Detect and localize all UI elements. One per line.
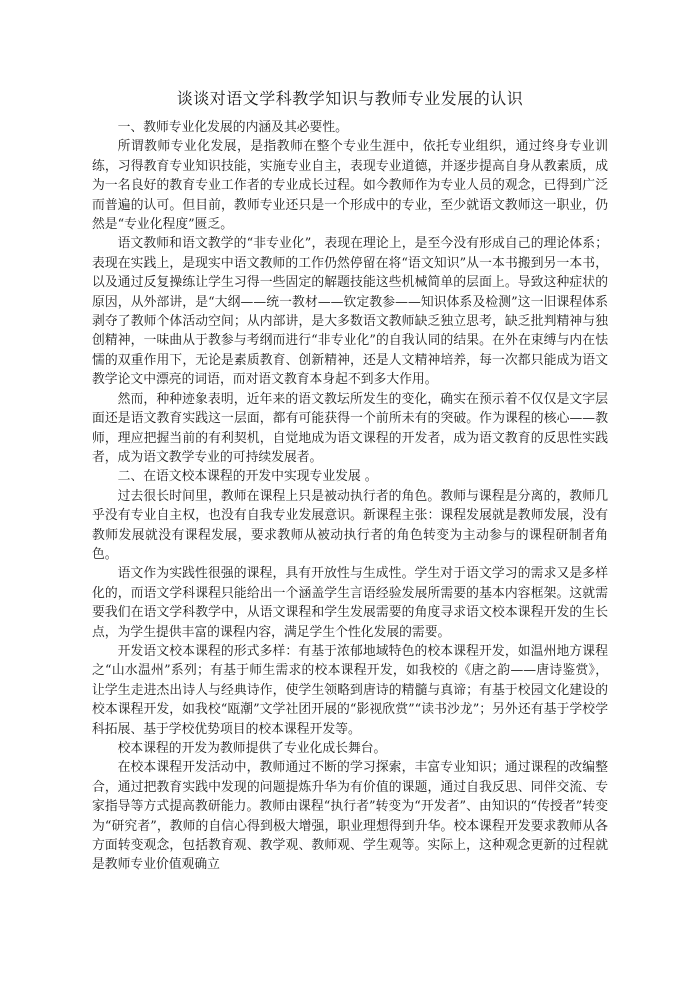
section-heading-1: 一、教师专业化发展的内涵及其必要性。 [117,120,348,135]
body-paragraph: 所谓教师专业化发展，是指教师在整个专业生涯中，依托专业组织，通过终身专业训练，习得教育专业知识技能，实施专业自主，表现专业道德，并逐步提高自身从教素质，成为一名良好的教育专业工作者的专业成长过程。如今教师作为专业人员的观念，已得到广泛而普遍的认可。但目前，教师专业还只是一个形成中的专业，至少就语文教师这一职业，仍然是“专业化程度”匮乏。 [92,139,608,233]
body-paragraph: 在校本课程开发活动中，教师通过不断的学习探索，丰富专业知识；通过课程的改编整合，通过把教育实践中发现的问题提炼升华为有价值的课题，通过自我反思、同伴交流、专家指导等方式提高教研能力。教师由课程“执行者”转变为“开发者”、由知识的“传授者”转变为“研究者”，教师的自信心得到极大增强，职业理想得到升华。校本课程开发要求教师从各方面转变观念，包括教育观、教学观、教师观、学生观等。实际上，这种观念更新的过程就是教师专业价值观确立 [92,760,608,873]
body-paragraph: 校本课程的开发为教师提供了专业化成长舞台。 [117,741,387,756]
section-heading-2: 二、在语文校本课程的开发中实现专业发展 。 [117,469,378,485]
body-paragraph: 语文教师和语文教学的“非专业化”，表现在理论上，是至今没有形成自己的理论体系；表现在实践上，是现实中语文教师的工作仍然停留在将“语文知识”从一本书搬到另一本书，以及通过反复操练让学生习得一些固定的解题技能这些机械简单的层面上。导致这种症状的原因，从外部讲，是“大纲——统一教材——钦定教参——知识体系及检测”这一旧课程体系剥夺了教师个体活动空间；从内部讲，是大多数语文教师缺乏独立思考，缺乏批判精神与独创精神，一味曲从于教参与考纲而进行“非专业化”的自我认同的结果。在外在束缚与内在怯懦的双重作用下，无论是素质教育、创新精神，还是人文精神培养，每一次都只能成为语文教学论文中漂亮的词语，而对语文教育本身起不到多大作用。 [92,236,608,388]
body-paragraph: 语文作为实践性很强的课程，具有开放性与生成性。学生对于语文学习的需求又是多样化的，而语文学科课程只能给出一个涵盖学生言语经验发展所需要的基本内容框架。这就需要我们在语文学科教学中，从语文课程和学生发展需要的角度寻求语文校本课程开发的生长点，为学生提供丰富的课程内容，满足学生个性化发展的需要。 [92,566,608,640]
document-title: 谈谈对语文学科教学知识与教师专业发展的认识 [176,89,524,108]
body-paragraph: 然而，种种迹象表明，近年来的语文教坛所发生的变化，确实在预示着不仅仅是文字层面还是语文教育实践这一层面，都有可能获得一个前所未有的突破。作为课程的核心——教师，理应把握当前的有利契机，自觉地成为语文课程的开发者，成为语文教育的反思性实践者，成为语文教学专业的可持续发展者。 [92,391,608,465]
body-paragraph: 开发语文校本课程的形式多样：有基于浓郁地域特色的校本课程开发，如温州地方课程之“山水温州”系列；有基于师生需求的校本课程开发，如我校的《唐之韵——唐诗鉴赏》，让学生走进杰出诗人与经典诗作，使学生领略到唐诗的精髓与真谛；有基于校园文化建设的校本课程开发，如我校“瓯潮”文学社团开展的“影视欣赏”“读书沙龙”；另外还有基于学校学科拓展、基于学校优势项目的校本课程开发等。 [92,643,608,737]
body-paragraph: 过去很长时间里，教师在课程上只是被动执行者的角色。教师与课程是分离的，教师几乎没有专业自主权，也没有自我专业发展意识。新课程主张：课程发展就是教师发展，没有教师发展就没有课程发展，要求教师从被动执行者的角色转变为主动参与的课程研制者角色。 [92,488,608,562]
